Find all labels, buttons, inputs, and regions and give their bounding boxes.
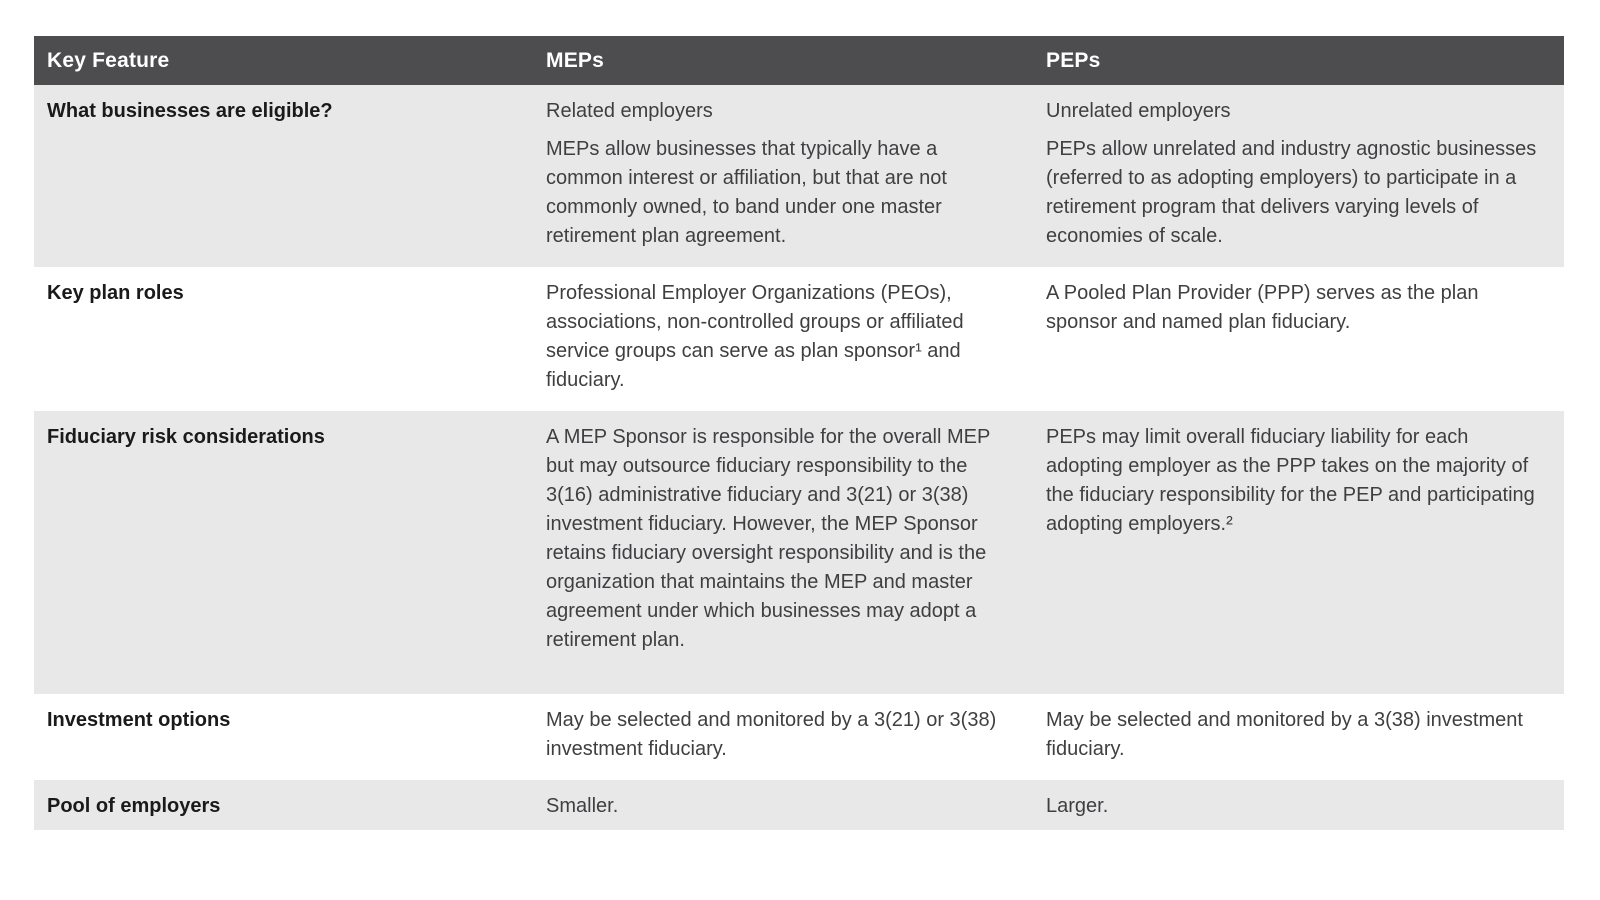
table-row	[34, 411, 1564, 694]
header-meps: MEPs	[546, 48, 604, 72]
meps-cell	[533, 694, 1033, 780]
cell-paragraph: Smaller.	[546, 795, 619, 817]
table-body	[34, 85, 1564, 830]
cell-paragraph: Larger.	[1046, 795, 1109, 817]
cell-paragraph: Related employers	[546, 100, 713, 122]
feature-cell: Pool of employers	[47, 795, 221, 817]
meps-cell	[533, 85, 1033, 267]
cell-paragraph: MEPs allow businesses that typically have a common interest or affiliation, but that are not commonly owned, to band under one master retirement plan agreement.	[546, 138, 947, 247]
header-peps: PEPs	[1046, 48, 1101, 72]
meps-cell	[533, 411, 1033, 694]
feature-cell: What businesses are eligible?	[47, 100, 333, 122]
table-row	[34, 780, 1564, 830]
peps-cell	[1033, 694, 1564, 780]
table-row	[34, 267, 1564, 411]
feature-cell: Key plan roles	[47, 282, 184, 304]
peps-cell	[1033, 411, 1564, 694]
cell-paragraph: PEPs may limit overall fiduciary liability for each adopting employer as the PPP takes on the majority of the fiduciary responsibility for the PEP and participating adopting employers.²	[1046, 426, 1535, 535]
meps-cell	[533, 780, 1033, 830]
cell-paragraph: A MEP Sponsor is responsible for the overall MEP but may outsource fiduciary responsibility to the 3(16) administrative fiduciary and 3(21) or 3(38) investment fiduciary. However, the MEP Sponsor retains fiduciary oversight responsibility and is the organization that maintains the MEP and master agreement under which businesses may adopt a retirement plan.	[546, 426, 990, 651]
cell-paragraph: Professional Employer Organizations (PEOs), associations, non-controlled groups or affiliated service groups can serve as plan sponsor¹ and fiduciary.	[546, 282, 964, 391]
header-key-feature: Key Feature	[47, 48, 170, 72]
cell-paragraph: May be selected and monitored by a 3(21) or 3(38) investment fiduciary.	[546, 709, 997, 760]
peps-cell	[1033, 267, 1564, 411]
table-header-row	[34, 36, 1564, 85]
peps-cell	[1033, 85, 1564, 267]
meps-cell	[533, 267, 1033, 411]
table-row	[34, 694, 1564, 780]
cell-paragraph: Unrelated employers	[1046, 100, 1231, 122]
feature-cell: Investment options	[47, 709, 231, 731]
cell-paragraph: May be selected and monitored by a 3(38) investment fiduciary.	[1046, 709, 1523, 760]
meps-peps-comparison-table	[34, 36, 1564, 830]
cell-paragraph: A Pooled Plan Provider (PPP) serves as the plan sponsor and named plan fiduciary.	[1046, 282, 1479, 333]
feature-cell: Fiduciary risk considerations	[47, 426, 325, 448]
cell-paragraph: PEPs allow unrelated and industry agnostic businesses (referred to as adopting employers) to participate in a retirement program that delivers varying levels of economies of scale.	[1046, 138, 1537, 247]
peps-cell	[1033, 780, 1564, 830]
table-row	[34, 85, 1564, 267]
